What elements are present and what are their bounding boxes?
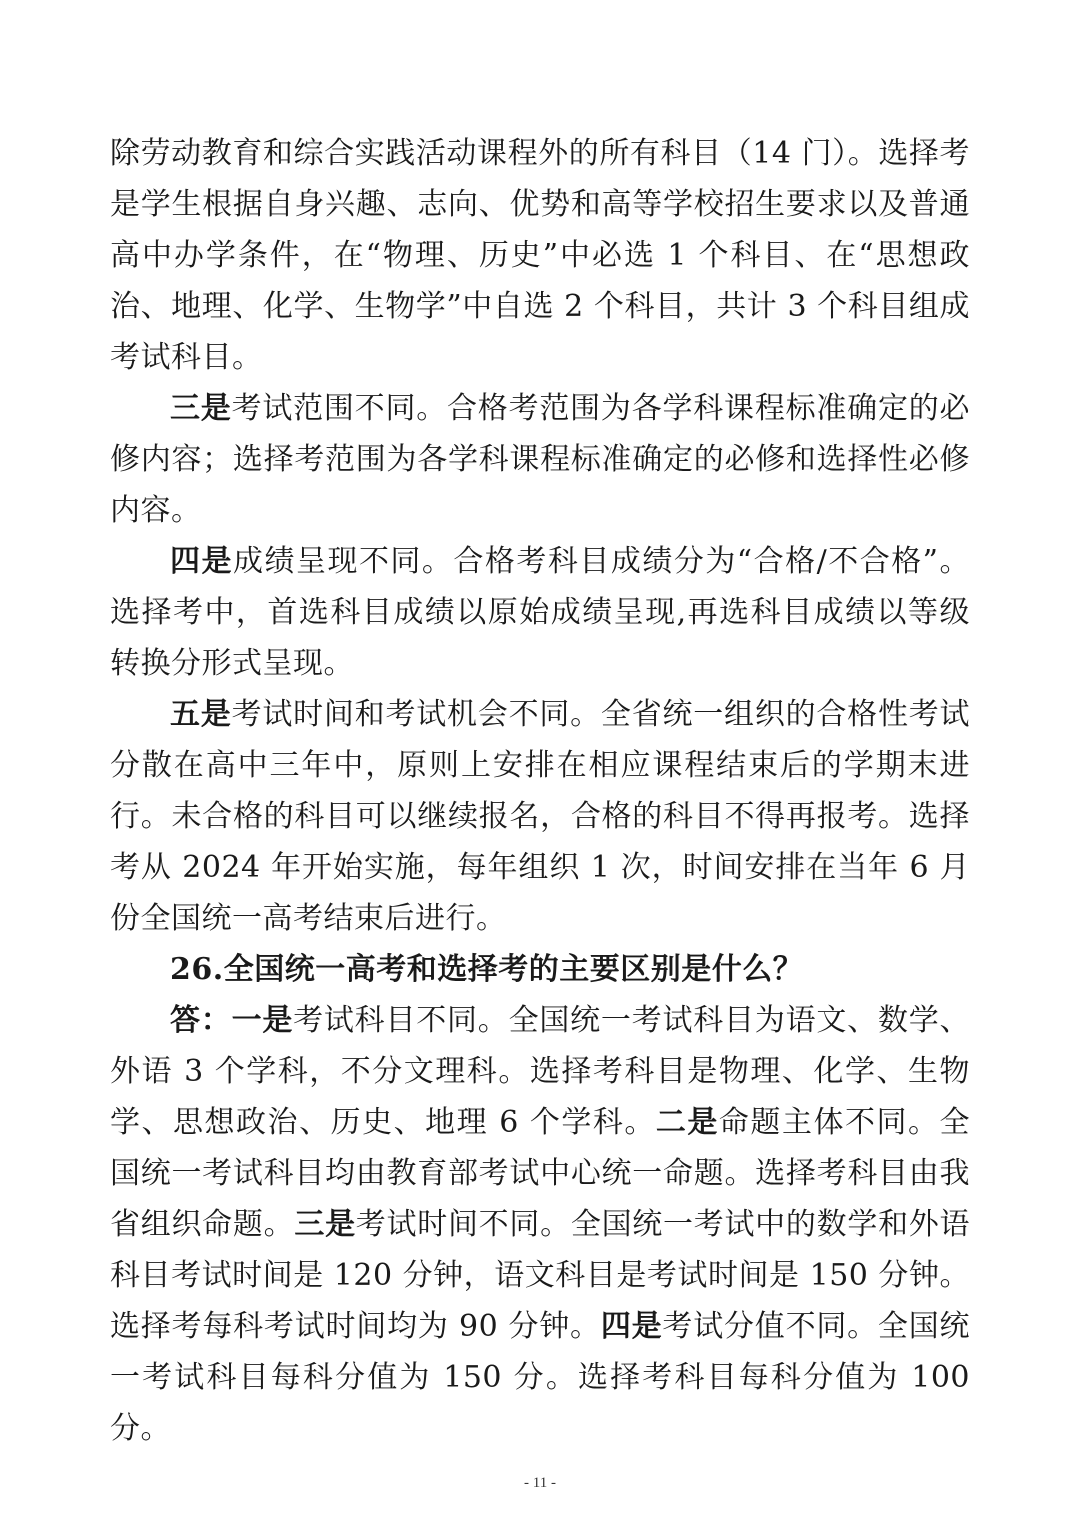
paragraph-point-four	[110, 536, 970, 689]
point-marker: 五是	[170, 697, 232, 732]
point-marker: 四是	[600, 1309, 663, 1344]
text-run: 考试时间和考试机会不同。全省统一组织的合格性考试分散在高中三年中，原则上安排在相应课程结束后的学期末进行。未合格的科目可以继续报名，合格的科目不得再报考。选择考从 2024 年开始实施，每年组织 1 次，时间安排在当年 6 月份全国统一高考结束后进行。	[110, 697, 971, 936]
paragraph-continuation	[110, 128, 970, 383]
point-marker: 三是	[294, 1207, 356, 1242]
text-run: 考试分值不同。全国统一考试科目每科分值为 150 分。选择考科目每科分值为 100 分。	[110, 1309, 971, 1446]
text-run: 考试科目不同。全国统一考试科目为语文、数学、外语 3 个学科，不分文理科。选择考科目是物理、化学、生物学、思想政治、历史、地理 6 个学科。	[110, 1003, 971, 1140]
answer-26	[110, 995, 970, 1454]
paragraph-point-five	[110, 689, 970, 944]
point-marker: 四是	[170, 544, 233, 579]
point-marker: 二是	[655, 1105, 719, 1140]
text-run: 命题主体不同。全国统一考试科目均由教育部考试中心统一命题。选择考科目由我省组织命题。	[110, 1105, 971, 1242]
paragraph-point-three	[110, 383, 970, 536]
page-number: - 11 -	[524, 1475, 556, 1491]
question-text: 26.全国统一高考和选择考的主要区别是什么？	[170, 952, 804, 987]
text-run: 考试时间不同。全国统一考试中的数学和外语科目考试时间是 120 分钟，语文科目是考试时间是 150 分钟。选择考每科考试时间均为 90 分钟。	[110, 1207, 971, 1344]
point-marker: 一是	[231, 1003, 294, 1038]
text-run: 除劳动教育和综合实践活动课程外的所有科目（14 门）。选择考是学生根据自身兴趣、志向、优势和高等学校招生要求以及普通高中办学条件，在“物理、历史”中必选 1 个科目、在“思想政治、地理、化学、生物学”中自选 2 个科目，共计 3 个科目组成考试科目。	[110, 136, 970, 375]
question-26-heading	[110, 944, 970, 995]
text-run: 考试范围不同。合格考范围为各学科课程标准确定的必修内容；选择考范围为各学科课程标准确定的必修和选择性必修内容。	[110, 391, 971, 528]
point-marker: 三是	[170, 391, 232, 426]
document-body	[110, 128, 970, 1454]
answer-label: 答：	[170, 1003, 232, 1038]
text-run: 成绩呈现不同。合格考科目成绩分为“合格/不合格”。选择考中，首选科目成绩以原始成绩呈现,再选科目成绩以等级转换分形式呈现。	[110, 544, 971, 681]
